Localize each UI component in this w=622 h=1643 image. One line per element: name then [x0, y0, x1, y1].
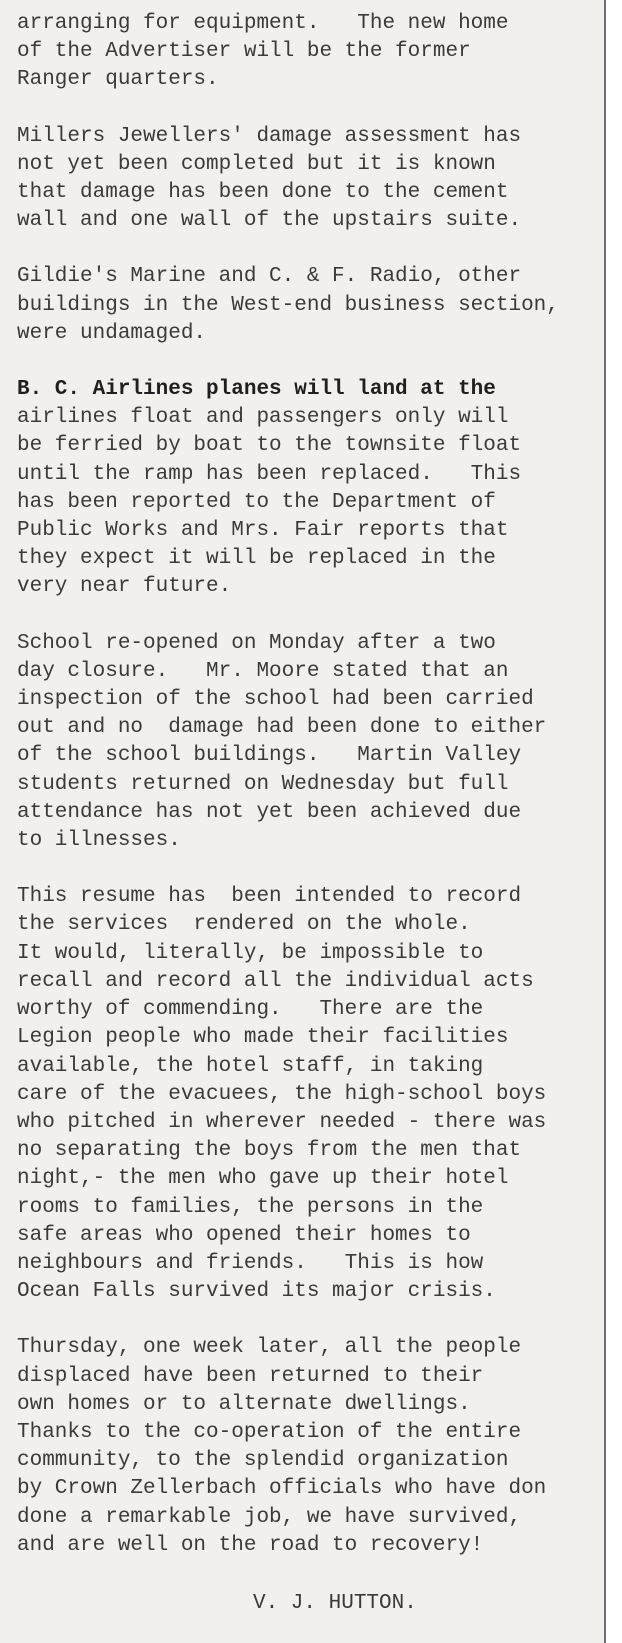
text-line: B. C. Airlines planes will land at the	[17, 378, 496, 402]
text-line: Ocean Falls survived its major crisis.	[17, 1280, 496, 1304]
text-line: has been reported to the Department of	[17, 490, 496, 514]
text-line: to illnesses.	[17, 829, 181, 853]
text-line: care of the evacuees, the high-school boys	[17, 1082, 547, 1106]
text-line: Legion people who made their facilities	[17, 1026, 509, 1050]
text-line: Thanks to the co-operation of the entire	[17, 1420, 522, 1444]
text-line: night,- the men who gave up their hotel	[17, 1167, 509, 1191]
text-line: own homes or to alternate dwellings.	[17, 1392, 471, 1416]
text-line: attendance has not yet been achieved due	[17, 800, 522, 824]
text-line: wall and one wall of the upstairs suite.	[17, 209, 522, 233]
paragraph-millers-jewellers	[17, 123, 602, 236]
text-line: safe areas who opened their homes to	[17, 1223, 471, 1247]
paragraph-thursday	[17, 1334, 602, 1560]
text-line: displaced have been returned to their	[17, 1364, 484, 1388]
text-line: Thursday, one week later, all the people	[17, 1336, 522, 1360]
text-line: out and no damage had been done to either	[17, 716, 547, 740]
text-line: rooms to families, the persons in the	[17, 1195, 484, 1219]
text-line: inspection of the school had been carried	[17, 688, 534, 712]
text-line: It would, literally, be impossible to	[17, 941, 484, 965]
page-edge-divider	[604, 0, 606, 1643]
text-line: until the ramp has been replaced. This	[17, 462, 522, 486]
text-line: that damage has been done to the cement	[17, 181, 509, 205]
text-line: no separating the boys from the men that	[17, 1139, 522, 1163]
text-line: buildings in the West-end business section,	[17, 293, 559, 317]
text-line: of the school buildings. Martin Valley	[17, 744, 522, 768]
text-line: not yet been completed but it is known	[17, 152, 496, 176]
text-line: done a remarkable job, we have survived,	[17, 1505, 522, 1529]
paragraph-school-reopened	[17, 630, 602, 856]
text-line: by Crown Zellerbach officials who have don	[17, 1477, 547, 1501]
text-line: Gildie's Marine and C. & F. Radio, other	[17, 265, 522, 289]
paragraph-resume	[17, 883, 602, 1306]
text-line: day closure. Mr. Moore stated that an	[17, 659, 509, 683]
text-line: worthy of commending. There are the	[17, 998, 484, 1022]
text-line: airlines float and passengers only will	[17, 406, 509, 430]
text-line: recall and record all the individual acts	[17, 969, 534, 993]
text-line: neighbours and friends. This is how	[17, 1251, 484, 1275]
text-line: Public Works and Mrs. Fair reports that	[17, 519, 509, 543]
text-line: were undamaged.	[17, 321, 207, 345]
text-line: Ranger quarters.	[17, 68, 219, 92]
text-line: of the Advertiser will be the former	[17, 40, 471, 64]
text-line: they expect it will be replaced in the	[17, 547, 496, 571]
text-line: Millers Jewellers' damage assessment has	[17, 124, 522, 148]
signature: V. J. HUTTON.	[253, 1592, 417, 1615]
text-line: students returned on Wednesday but full	[17, 772, 509, 796]
text-line: community, to the splendid organization	[17, 1449, 509, 1473]
text-line: School re-opened on Monday after a two	[17, 631, 496, 655]
paragraph-advertiser-home	[17, 10, 602, 95]
text-line: be ferried by boat to the townsite float	[17, 434, 522, 458]
paragraph-bc-airlines	[17, 376, 602, 602]
text-line: who pitched in wherever needed - there was	[17, 1110, 547, 1134]
text-line: and are well on the road to recovery!	[17, 1533, 484, 1557]
paragraph-gildies-marine	[17, 263, 602, 348]
text-line: arranging for equipment. The new home	[17, 12, 509, 35]
text-line: the services rendered on the whole.	[17, 913, 471, 937]
text-line: This resume has been intended to record	[17, 885, 522, 909]
article-body	[17, 10, 602, 1588]
text-line: very near future.	[17, 575, 232, 599]
text-line: available, the hotel staff, in taking	[17, 1054, 484, 1078]
